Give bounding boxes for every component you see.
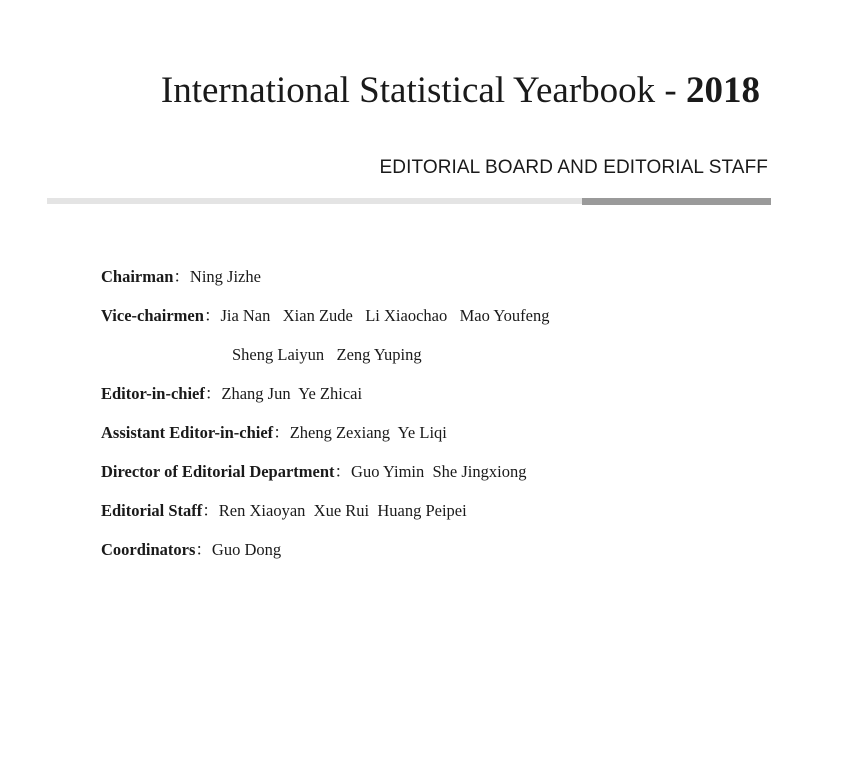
separator: ： — [273, 423, 290, 442]
names-vice-chairmen-line1: Jia Nan Xian Zude Li Xiaochao Mao Youfeng — [220, 306, 550, 325]
label-editor-in-chief: Editor-in-chief — [101, 384, 205, 403]
names-director: Guo Yimin She Jingxiong — [351, 462, 527, 481]
divider-light — [47, 198, 582, 204]
label-director: Director of Editorial Department — [101, 462, 335, 481]
names-editorial-staff: Ren Xiaoyan Xue Rui Huang Peipei — [218, 501, 467, 520]
row-chairman — [101, 264, 549, 303]
title-year: 2018 — [686, 70, 760, 111]
label-coordinators: Coordinators — [101, 540, 196, 559]
row-assistant-editor — [101, 420, 549, 459]
separator: ： — [173, 267, 190, 286]
names-assistant-editor: Zheng Zexiang Ye Liqi — [289, 423, 447, 442]
names-chairman: Ning Jizhe — [189, 267, 261, 286]
names-coordinators: Guo Dong — [211, 540, 282, 559]
label-editorial-staff: Editorial Staff — [101, 501, 203, 520]
row-coordinators — [101, 537, 549, 576]
label-chairman: Chairman — [101, 267, 174, 286]
separator: ： — [334, 462, 352, 481]
page-title — [0, 66, 760, 116]
separator: ： — [203, 306, 221, 325]
row-director — [101, 459, 549, 498]
names-editor-in-chief: Zhang Jun Ye Zhicai — [221, 384, 363, 403]
row-editorial-staff — [101, 498, 549, 537]
separator: ： — [195, 540, 212, 559]
title-main: International Statistical Yearbook - — [160, 70, 677, 111]
row-vice-chairmen-continued — [101, 342, 549, 381]
staff-list — [101, 264, 549, 576]
label-vice-chairmen: Vice-chairmen — [101, 306, 204, 325]
row-editor-in-chief — [101, 381, 549, 420]
divider-dark — [582, 198, 771, 205]
label-assistant-editor: Assistant Editor-in-chief — [101, 423, 274, 442]
section-subtitle: EDITORIAL BOARD AND EDITORIAL STAFF — [379, 157, 768, 178]
separator: ： — [202, 501, 219, 520]
row-vice-chairmen — [101, 303, 549, 342]
separator: ： — [204, 384, 222, 403]
names-vice-chairmen-line2: Sheng Laiyun Zeng Yuping — [232, 345, 422, 364]
